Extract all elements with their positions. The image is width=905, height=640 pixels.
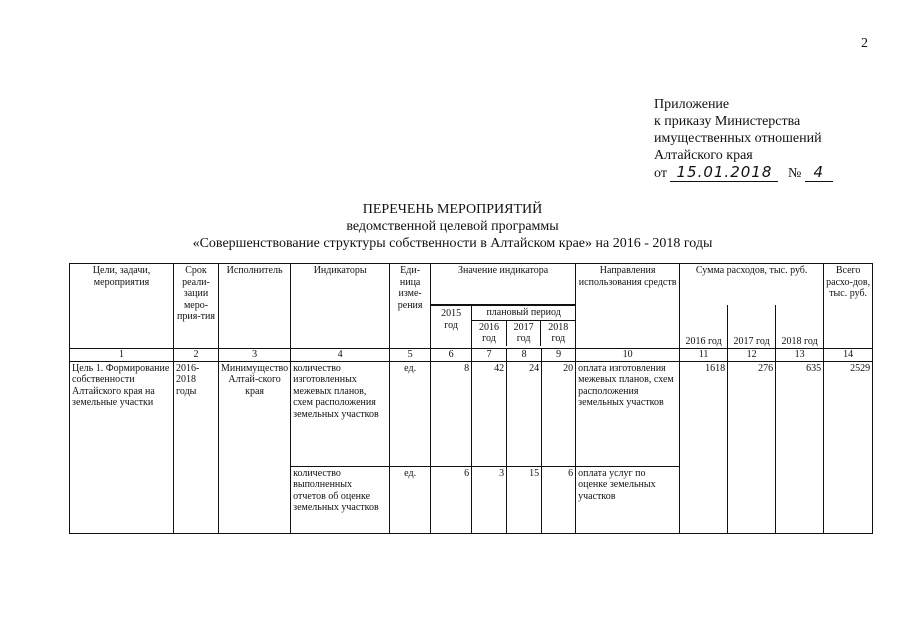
indicator-cell: количество выполненных отчетов об оценке земельных участков	[291, 466, 390, 533]
header-executor: Исполнитель	[219, 264, 291, 349]
number-label: №	[787, 166, 802, 181]
activities-table	[69, 263, 873, 534]
from-label: от	[654, 166, 667, 181]
page-number: 2	[861, 36, 868, 51]
value-2015-cell: 8	[431, 361, 472, 466]
column-number: 7	[472, 349, 507, 362]
planned-years	[472, 321, 575, 346]
direction-cell: оплата изготовления межевых планов, схем расположения земельных участков	[576, 361, 680, 466]
header-directions: Направления использования средств	[576, 264, 680, 349]
value-2017-cell: 15	[507, 466, 542, 533]
value-2016-cell: 42	[472, 361, 507, 466]
value-2017-cell: 24	[507, 361, 542, 466]
title-line: ведомственной целевой программы	[346, 219, 559, 234]
total-cell: 2529	[824, 361, 873, 533]
header-indicator-value: Значение индикатора	[431, 264, 576, 305]
value-2018-cell: 20	[542, 361, 576, 466]
table-row	[70, 361, 873, 466]
appendix-line: Алтайского края	[654, 148, 753, 163]
header-indicators: Индикаторы	[291, 264, 390, 349]
document-title	[0, 201, 905, 252]
term-cell: 2016-2018 годы	[174, 361, 219, 533]
header-row	[70, 264, 873, 305]
column-numbers-row	[70, 349, 873, 362]
unit-cell: ед.	[390, 361, 431, 466]
header-s2016: 2016 год	[680, 305, 728, 349]
unit-cell: ед.	[390, 466, 431, 533]
appendix-line: имущественных отношений	[654, 131, 822, 146]
header-s2018: 2018 год	[776, 305, 824, 349]
column-number: 3	[219, 349, 291, 362]
sum-2016-cell: 1618	[680, 361, 728, 533]
header-planned-period: плановый период	[472, 305, 575, 321]
column-number: 5	[390, 349, 431, 362]
header-term: Срок реали-зации меро-прия-тия	[174, 264, 219, 349]
planned-period-cell	[472, 305, 576, 349]
column-number: 14	[824, 349, 873, 362]
column-number: 11	[680, 349, 728, 362]
header-p2018: 2018 год	[548, 321, 569, 344]
header-2015-cell	[431, 305, 472, 349]
value-2018-cell: 6	[542, 466, 576, 533]
value-2015-cell: 6	[431, 466, 472, 533]
appendix-line: Приложение	[654, 97, 730, 112]
appendix-block	[654, 96, 833, 182]
column-number: 10	[576, 349, 680, 362]
order-date-line	[654, 164, 833, 182]
header-goals: Цели, задачи, мероприятия	[70, 264, 174, 349]
sum-2017-cell: 276	[728, 361, 776, 533]
direction-cell: оплата услуг по оценке земельных участков	[576, 466, 680, 533]
header-s2017: 2017 год	[728, 305, 776, 349]
order-number: 4	[805, 164, 833, 182]
column-number: 2	[174, 349, 219, 362]
column-number: 9	[542, 349, 576, 362]
header-p2017: 2017 год	[507, 321, 542, 346]
header-total: Всего расхо-дов, тыс. руб.	[824, 264, 873, 349]
header-unit: Еди-ница изме-рения	[390, 264, 431, 349]
column-number: 1	[70, 349, 174, 362]
executor-cell: Минимущество Алтай-ского края	[219, 361, 291, 533]
column-number: 4	[291, 349, 390, 362]
indicator-cell: количество изготовленных межевых планов, схем расположения земельных участков	[291, 361, 390, 466]
column-number: 12	[728, 349, 776, 362]
column-number: 13	[776, 349, 824, 362]
title-line: «Совершенствование структуры собственности в Алтайском крае» на 2016 - 2018 годы	[192, 236, 713, 251]
title-line: ПЕРЕЧЕНЬ МЕРОПРИЯТИЙ	[362, 202, 543, 217]
appendix-line: к приказу Министерства	[654, 114, 801, 129]
column-number: 8	[507, 349, 542, 362]
sum-2018-cell: 635	[776, 361, 824, 533]
order-date: 15.01.2018	[670, 164, 778, 182]
header-2015: 2015 год	[431, 305, 471, 333]
goal-cell: Цель 1. Формирование собственности Алтайского края на земельные участки	[70, 361, 174, 533]
column-number: 6	[431, 349, 472, 362]
value-2016-cell: 3	[472, 466, 507, 533]
header-p2016: 2016 год	[472, 321, 507, 346]
header-sum: Сумма расходов, тыс. руб.	[680, 264, 824, 305]
